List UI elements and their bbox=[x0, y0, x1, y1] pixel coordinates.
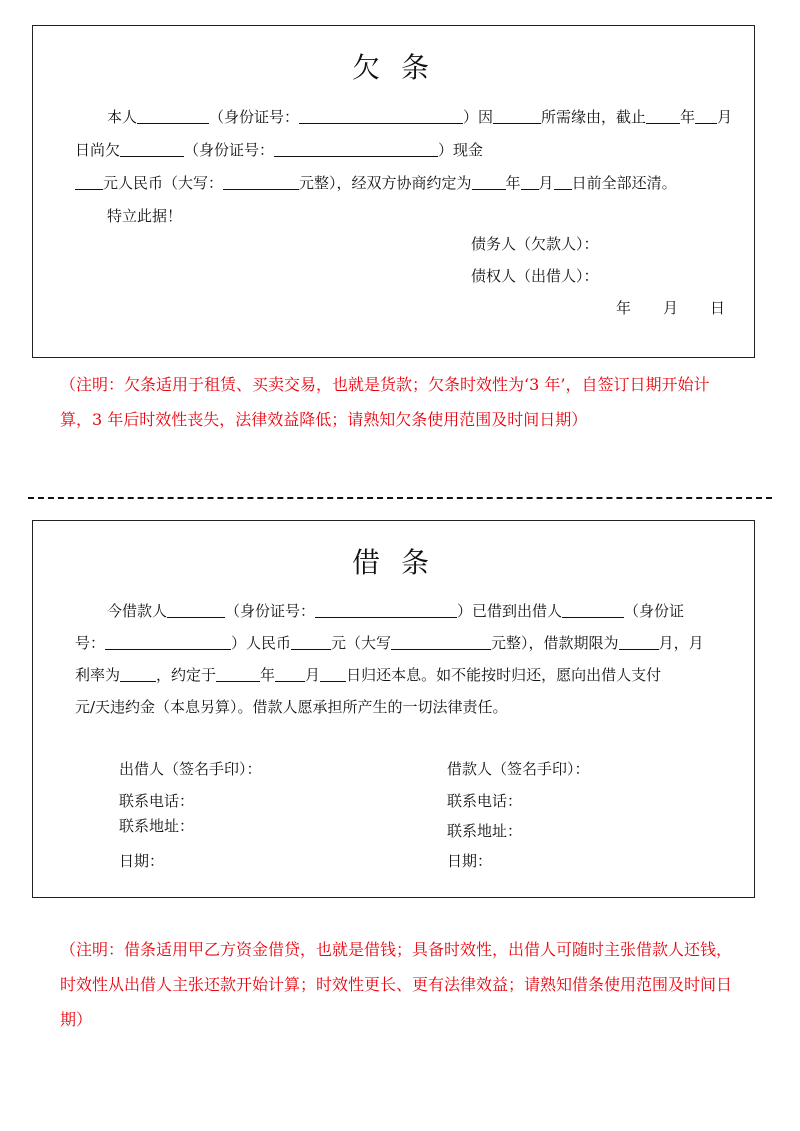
amount-words-blank[interactable] bbox=[223, 174, 299, 190]
lender-signature: 出借人（签名手印）： bbox=[119, 760, 262, 778]
amount-blank[interactable] bbox=[75, 174, 103, 190]
lender-name-blank[interactable] bbox=[562, 602, 624, 618]
iou-note: （注明：欠条适用于租赁、买卖交易，也就是货款；欠条时效性为‘3 年’，自签订日期开始计算，3 年后时效性丧失，法律效益降低；请熟知欠条使用范围及时间日期） bbox=[60, 375, 710, 429]
due-day-blank[interactable] bbox=[554, 174, 572, 190]
repay-month-blank[interactable] bbox=[275, 666, 305, 682]
lender-id-blank[interactable] bbox=[105, 634, 231, 650]
cut-line-divider bbox=[28, 497, 772, 499]
lender-date: 日期： bbox=[119, 852, 165, 870]
borrower-signature: 借款人（签名手印）： bbox=[447, 760, 590, 778]
loan-line-2: 号： ）人民币 元（大写 元整），借款期限为 月，月 bbox=[75, 634, 704, 652]
interest-rate-blank[interactable] bbox=[120, 666, 156, 682]
lender-address: 联系地址： bbox=[119, 817, 195, 835]
creditor-name-blank[interactable] bbox=[120, 141, 184, 157]
iou-line-3: 元人民币（大写： 元整），经双方协商约定为 年 月 日前全部还清。 bbox=[75, 172, 677, 194]
loan-form bbox=[32, 520, 755, 898]
borrower-name-blank[interactable] bbox=[167, 602, 225, 618]
loan-title: 借 条 bbox=[352, 546, 435, 579]
loan-term-blank[interactable] bbox=[619, 634, 659, 650]
creditor-id-blank[interactable] bbox=[274, 141, 438, 157]
iou-line-2: 日尚欠 （身份证号： ）现金 bbox=[75, 141, 484, 159]
cutoff-month-blank[interactable] bbox=[695, 108, 717, 124]
due-month-blank[interactable] bbox=[521, 174, 539, 190]
repay-day-blank[interactable] bbox=[320, 666, 346, 682]
borrower-address: 联系地址： bbox=[447, 822, 523, 840]
iou-creditor-signature: 债权人（出借人）： bbox=[471, 267, 599, 285]
borrower-phone: 联系电话： bbox=[447, 792, 523, 810]
loan-line-1: 今借款人 （身份证号： ）已借到出借人 （身份证 bbox=[107, 602, 685, 620]
loan-note: （注明：借条适用甲乙方资金借贷，也就是借钱；具备时效性，出借人可随时主张借款人还钱，时效性从出借人主张还款开始计算；时效性更长、更有法律效益；请熟知借条使用范围及时间日期） bbox=[60, 940, 733, 1029]
debtor-name-blank[interactable] bbox=[137, 108, 209, 124]
iou-date: 年 月 日 bbox=[616, 299, 726, 317]
iou-line-1: 本人 （身份证号： ）因 所需缘由，截止 年 月 bbox=[107, 108, 733, 126]
iou-debtor-signature: 债务人（欠款人）： bbox=[471, 235, 599, 253]
loan-amount-blank[interactable] bbox=[291, 634, 331, 650]
borrower-date: 日期： bbox=[447, 852, 493, 870]
debtor-id-blank[interactable] bbox=[299, 108, 463, 124]
cutoff-year-blank[interactable] bbox=[646, 108, 680, 124]
reason-blank[interactable] bbox=[493, 108, 541, 124]
loan-amount-words-blank[interactable] bbox=[391, 634, 491, 650]
iou-form bbox=[32, 25, 755, 358]
repay-year-blank[interactable] bbox=[216, 666, 260, 682]
lender-phone: 联系电话： bbox=[119, 792, 195, 810]
iou-title: 欠 条 bbox=[352, 51, 435, 84]
loan-line-4: 元/天违约金（本息另算）。借款人愿承担所产生的一切法律责任。 bbox=[75, 698, 508, 716]
due-year-blank[interactable] bbox=[472, 174, 506, 190]
iou-declaration: 特立此据！ bbox=[107, 207, 183, 225]
borrower-id-blank[interactable] bbox=[315, 602, 457, 618]
loan-line-3: 利率为 ，约定于 年 月 日归还本息。如不能按时归还，愿向出借人支付 bbox=[75, 666, 662, 684]
